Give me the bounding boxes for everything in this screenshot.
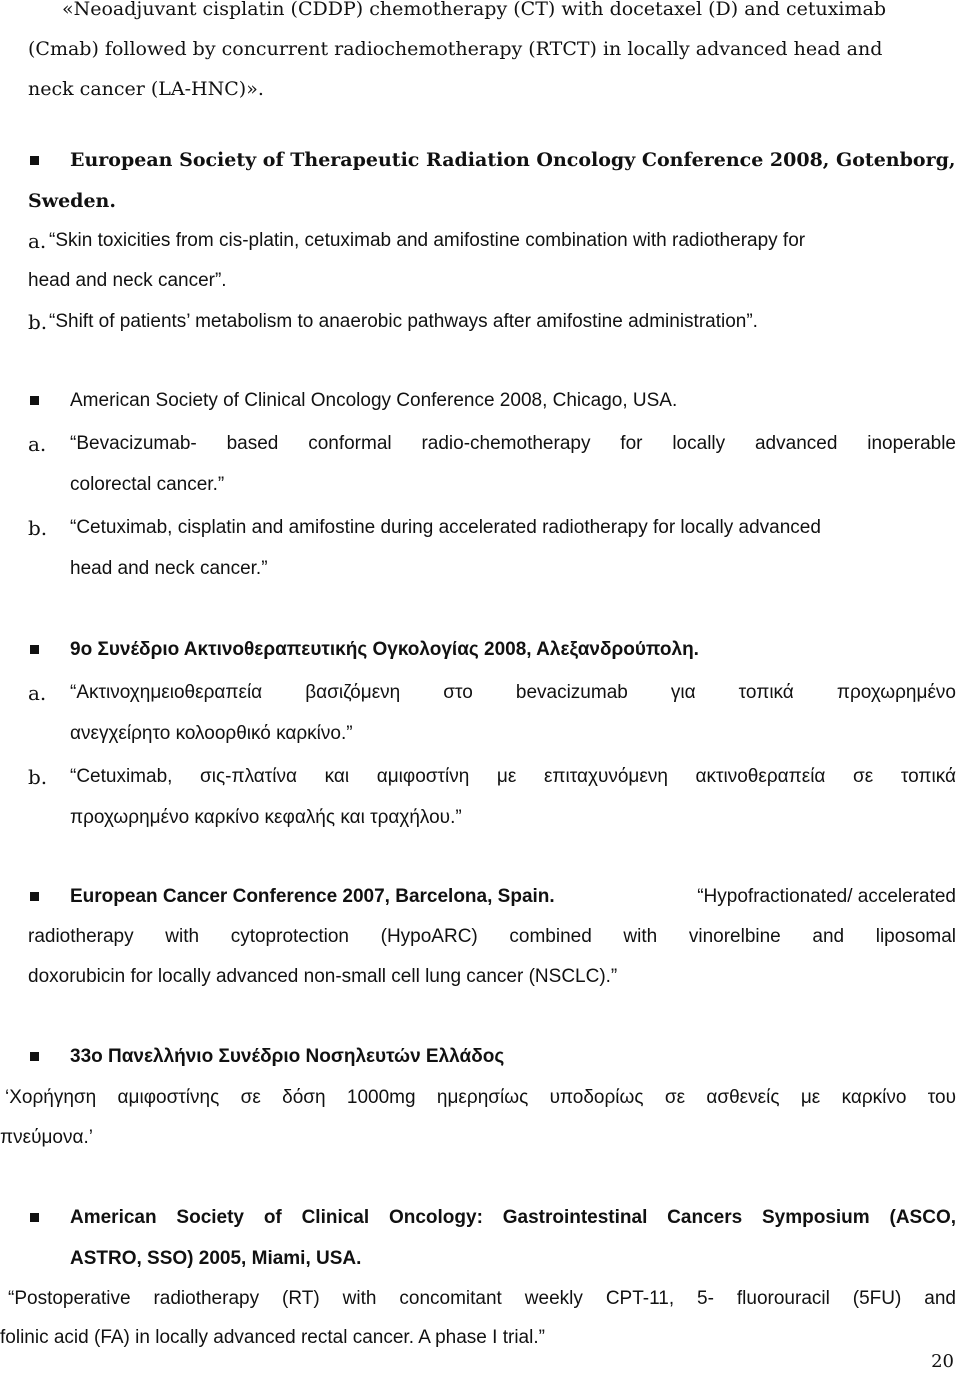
intro-line: neck cancer (LA-HNC)». <box>28 78 264 100</box>
item-text: “Postoperative radiotherapy (RT) with concomitant weekly CPT-11, 5- fluorouracil (5FU) and <box>8 1288 956 1309</box>
bullet-icon <box>30 1052 39 1061</box>
item-text: “Shift of patients’ metabolism to anaerobic pathways after amifostine administration”. <box>49 311 758 332</box>
item-text: “Skin toxicities from cis-platin, cetuximab and amifostine combination with radiotherapy for <box>49 230 806 251</box>
item-text: “Bevacizumab- based conformal radio-chemotherapy for locally advanced inoperable <box>70 433 956 454</box>
item-text: radiotherapy with cytoprotection (HypoARC) combined with vinorelbine and liposomal <box>28 926 956 947</box>
item-marker: a. <box>28 432 47 456</box>
item-text: πνεύμονα.’ <box>0 1127 93 1148</box>
bullet-icon <box>30 892 39 901</box>
item-text: ανεγχείρητο κολοορθικό καρκίνο.” <box>70 723 353 744</box>
item-text: colorectal cancer.” <box>70 474 225 495</box>
intro-line: «Neoadjuvant cisplatin (CDDP) chemotherapy (CT) with docetaxel (D) and cetuximab <box>62 0 887 20</box>
bullet-icon <box>30 396 39 405</box>
item-marker: a. <box>28 681 47 705</box>
section-title: 9ο Συνέδριο Ακτινοθεραπευτικής Ογκολογίας 2008, Αλεξανδρούπολη. <box>70 639 699 660</box>
section-title: Sweden. <box>28 190 116 212</box>
item-marker: b. <box>28 516 48 540</box>
bullet-icon <box>30 1213 39 1222</box>
section-title: 33ο Πανελλήνιο Συνέδριο Νοσηλευτών Ελλάδος <box>70 1046 505 1067</box>
item-text: “Cetuximab, cisplatin and amifostine during accelerated radiotherapy for locally advanced <box>70 517 821 538</box>
section-title: American Society of Clinical Oncology: Gastrointestinal Cancers Symposium (ASCO, <box>70 1207 956 1228</box>
item-marker: b. <box>28 310 48 334</box>
item-marker: b. <box>28 765 48 789</box>
section-title: American Society of Clinical Oncology Conference 2008, Chicago, USA. <box>70 390 678 411</box>
item-text: head and neck cancer.” <box>70 558 268 579</box>
item-text: folinic acid (FA) in locally advanced rectal cancer. A phase I trial.” <box>0 1327 545 1348</box>
item-text: “Cetuximab, σις-πλατίνα και αμιφοστίνη με επιταχυνόμενη ακτινοθεραπεία σε τοπικά <box>70 766 956 787</box>
item-text: ‘Χορήγηση αμιφοστίνης σε δόση 1000mg ημερησίως υποδορίως σε ασθενείς με καρκίνο του <box>5 1087 956 1108</box>
item-text: “Ακτινοχημειοθεραπεία βασιζόμενη στο bevacizumab για τοπικά προχωρημένο <box>70 682 956 703</box>
intro-line: (Cmab) followed by concurrent radiochemotherapy (RTCT) in locally advanced head and <box>28 38 883 60</box>
item-text: προχωρημένο καρκίνο κεφαλής και τραχήλου.” <box>70 807 462 828</box>
page-number: 20 <box>931 1351 954 1372</box>
bullet-icon <box>30 156 39 165</box>
section-title: European Society of Therapeutic Radiation Oncology Conference 2008, Gotenborg, <box>70 149 956 171</box>
item-text: doxorubicin for locally advanced non-small cell lung cancer (NSCLC).” <box>28 966 618 987</box>
item-marker: a. <box>28 229 47 253</box>
bullet-icon <box>30 645 39 654</box>
item-text: head and neck cancer”. <box>28 270 227 291</box>
item-text: “Hypofractionated/ accelerated <box>697 886 956 907</box>
section-title: European Cancer Conference 2007, Barcelona, Spain. <box>70 886 555 907</box>
section-title: ASTRO, SSO) 2005, Miami, USA. <box>70 1248 362 1269</box>
